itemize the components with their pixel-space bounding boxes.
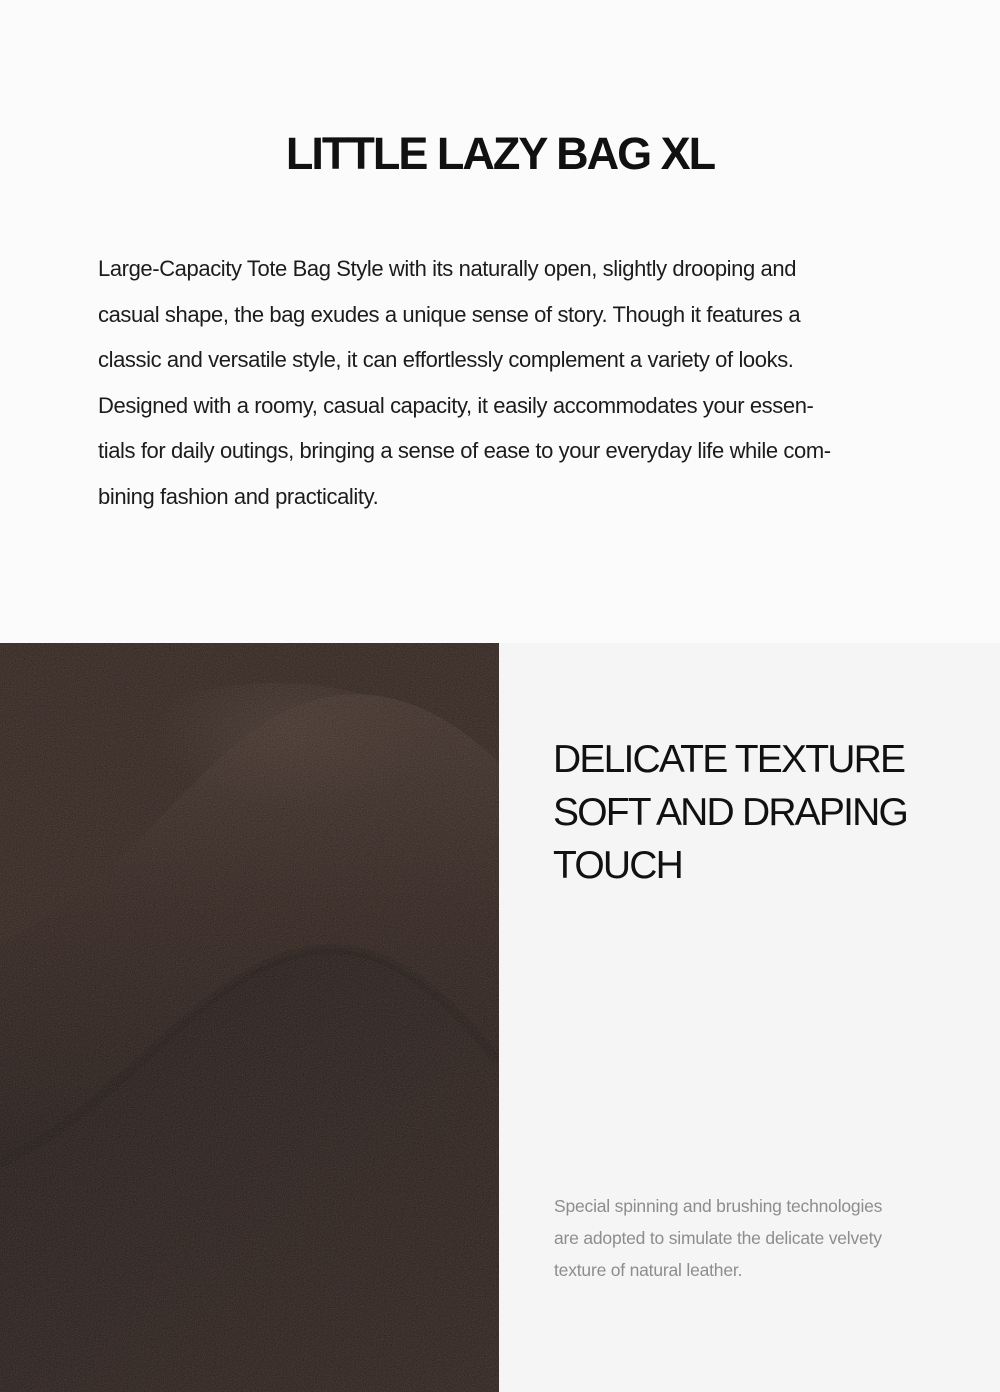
feature-headline (553, 733, 907, 892)
headline-line: DELICATE TEXTURE (553, 738, 905, 781)
intro-line: Large-Capacity Tote Bag Style with its naturally open, slightly drooping and (98, 256, 797, 281)
caption-line: texture of natural leather. (554, 1260, 743, 1280)
caption-line: are adopted to simulate the delicate velvety (554, 1228, 882, 1248)
caption-line: Special spinning and brushing technologies (554, 1196, 883, 1216)
suede-fold-illustration (0, 643, 499, 1392)
intro-section (0, 0, 1000, 643)
feature-caption (554, 1190, 882, 1286)
intro-paragraph (98, 246, 910, 519)
headline-line: SOFT AND DRAPING (553, 791, 908, 834)
intro-line: bining fashion and practicality. (98, 483, 379, 509)
intro-line: classic and versatile style, it can effortlessly complement a variety of looks. (98, 347, 794, 372)
headline-line: TOUCH (553, 844, 682, 887)
suede-texture-image (0, 643, 499, 1392)
intro-line: casual shape, the bag exudes a unique sense of story. Though it features a (98, 301, 801, 327)
intro-line: Designed with a roomy, casual capacity, it easily accommodates your essen- (98, 392, 814, 418)
intro-line: tials for daily outings, bringing a sense of ease to your everyday life while com- (98, 438, 831, 463)
page-title: LITTLE LAZY BAG XL (285, 128, 715, 179)
